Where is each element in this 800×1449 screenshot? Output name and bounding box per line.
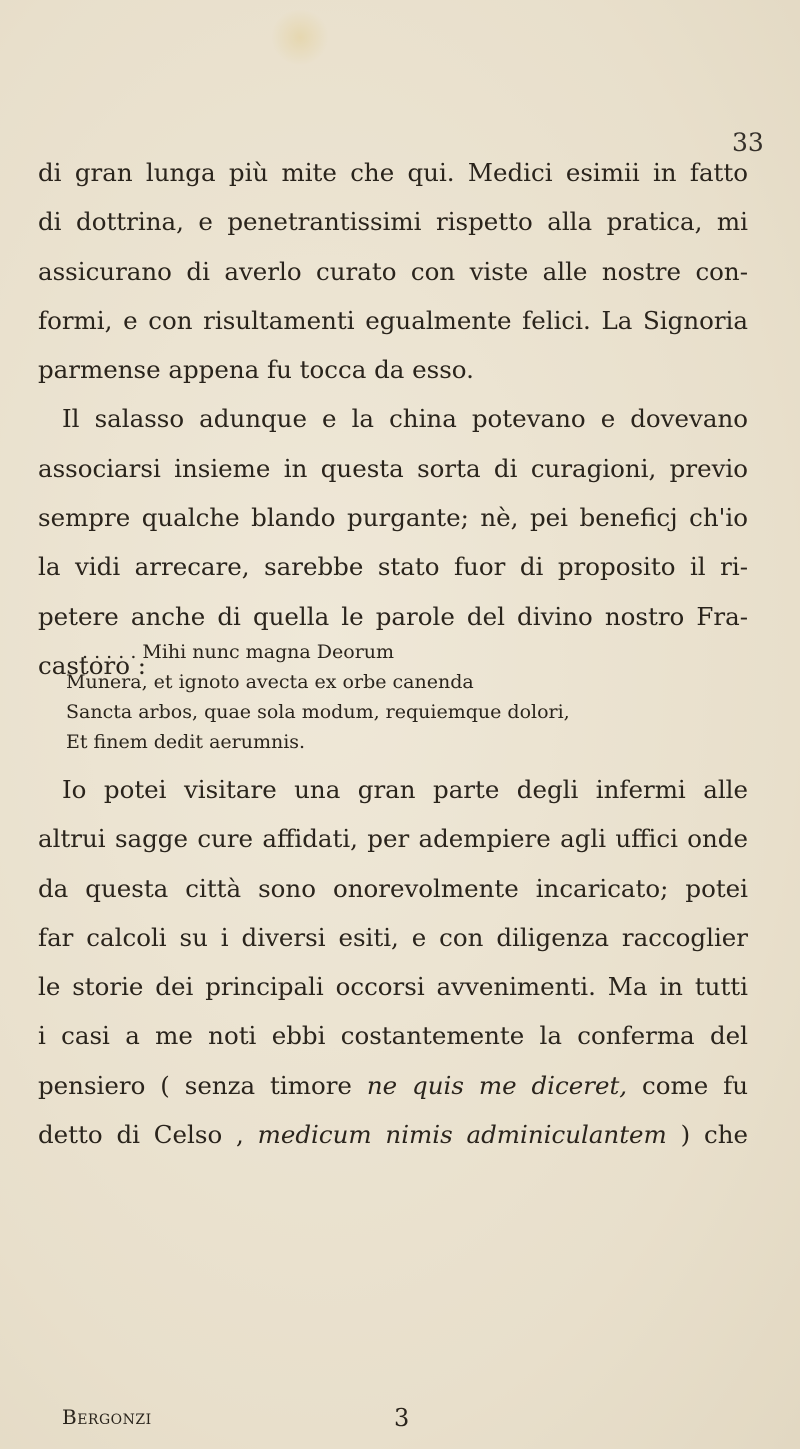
verse-line: Sancta arbos, quae sola modum, requiemque dolori, — [66, 701, 570, 723]
text-line: i casi a me noti ebbi costantemente la conferma del — [38, 1021, 748, 1051]
text-line: associarsi insieme in questa sorta di curagioni, previo — [38, 453, 748, 483]
verse-line: Munera, et ignoto avecta ex orbe canenda — [66, 671, 474, 693]
text-line: far calcoli su i diversi esiti, e con diligenza raccoglier — [38, 922, 748, 952]
verse-line: . . . . . Mihi nunc magna Deorum — [82, 641, 395, 663]
paragraph-2 — [38, 765, 748, 1159]
printer-signature: Bergonzi — [62, 1405, 152, 1429]
text-line: di gran lunga più mite che qui. Medici esimii in fatto — [38, 158, 748, 187]
verse-line: Et finem dedit aerumnis. — [66, 731, 306, 753]
text-line: altrui sagge cure affidati, per adempiere agli uffici onde — [38, 824, 748, 854]
text-line: Io potei visitare una gran parte degli infermi alle — [62, 775, 748, 804]
text-line: da questa città sono onorevolmente incaricato; potei — [38, 873, 748, 903]
text-line: assicurano di averlo curato con viste alle nostre con- — [38, 256, 748, 286]
italic-latin-phrase: ne quis me diceret, — [366, 1070, 628, 1100]
paragraph-1 — [38, 148, 748, 690]
text-line-with-italic — [38, 1061, 748, 1110]
text-line-with-italic — [38, 1110, 748, 1159]
text-line: le storie dei principali occorsi avvenimenti. Ma in tutti — [38, 972, 748, 1002]
text-line: parmense appena fu tocca da esso. — [38, 355, 474, 385]
text-line: petere anche di quella le parole del divino nostro Fra- — [38, 601, 748, 631]
text-fragment: pensiero ( senza timore — [38, 1070, 367, 1100]
text-line: la vidi arrecare, sarebbe stato fuor di proposito il ri- — [38, 552, 748, 582]
paper-stain — [270, 10, 330, 65]
text-line: Il salasso adunque e la china potevano e dovevano — [62, 404, 748, 434]
italic-latin-phrase: medicum nimis adminiculantem — [257, 1120, 667, 1150]
text-fragment: come fu — [627, 1070, 748, 1100]
text-fragment: detto di Celso , — [38, 1120, 258, 1150]
text-fragment: ) che — [666, 1120, 748, 1150]
sheet-number: 3 — [394, 1404, 410, 1432]
text-line: castoro : — [38, 650, 147, 680]
latin-verse-quote — [66, 637, 570, 757]
text-line: sempre qualche blando purgante; nè, pei beneficj ch'io — [38, 503, 748, 533]
text-line: di dottrina, e penetrantissimi rispetto alla pratica, mi — [38, 207, 748, 237]
page-number: 33 — [732, 128, 764, 157]
text-line: formi, e con risultamenti egualmente felici. La Signoria — [38, 305, 748, 335]
